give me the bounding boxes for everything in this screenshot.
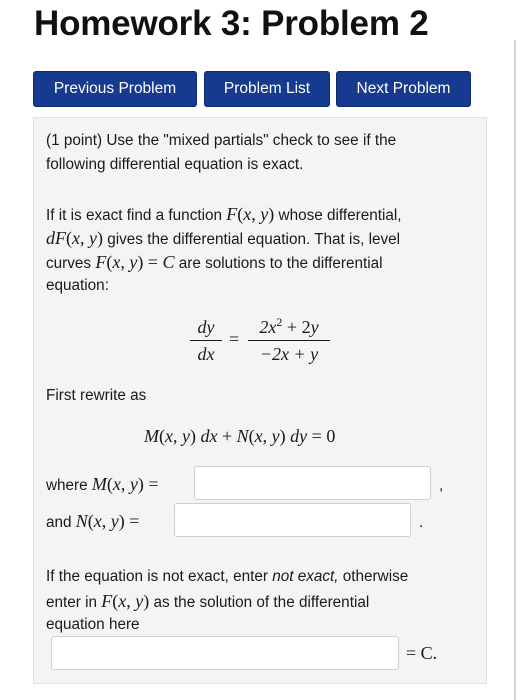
lhs-denominator: dx <box>197 344 215 364</box>
instruction-line-4: equation: <box>46 277 109 294</box>
math-x: x <box>243 204 252 224</box>
last-text: If the equation is not exact, enter <box>46 568 273 585</box>
next-problem-button[interactable]: Next Problem <box>336 71 471 107</box>
n-period: . <box>419 514 424 531</box>
math-F: F <box>95 252 107 272</box>
instruction-text: whose differential, <box>274 207 402 224</box>
math-y: y <box>129 474 138 494</box>
math-comma: , <box>251 204 261 224</box>
last-text: otherwise <box>338 568 409 585</box>
math-paren: ( <box>106 252 113 272</box>
math-comma: , <box>120 474 130 494</box>
math-paren: ( <box>112 591 119 611</box>
rhs-numerator: $2x^2 + 2y$ <box>259 315 319 337</box>
intro-line-2: following differential equation is exact. <box>46 156 304 173</box>
math-M: M <box>91 474 107 494</box>
last-text: as the solution of the differential <box>149 594 370 611</box>
problem-list-button[interactable]: Problem List <box>204 71 330 107</box>
previous-problem-button[interactable]: Previous Problem <box>33 71 197 107</box>
where-text: where <box>46 477 92 494</box>
fraction-bar <box>190 340 222 341</box>
last-line-3: equation here <box>46 616 140 633</box>
math-comma: , <box>101 511 111 531</box>
math-paren: ( <box>66 228 72 248</box>
not-exact-emphasis: not exact, <box>272 568 339 585</box>
n-label <box>46 509 139 535</box>
lhs-numerator: dy <box>197 317 215 337</box>
math-y: y <box>135 591 144 611</box>
math-C: C <box>162 252 175 272</box>
rhs-denominator: −2x + y <box>259 344 319 364</box>
fraction-bar <box>248 340 330 341</box>
f-input[interactable] <box>51 636 399 670</box>
math-y: y <box>89 228 97 248</box>
math-comma: , <box>80 228 89 248</box>
math-F: F <box>101 591 113 611</box>
math-paren: ) <box>143 591 150 611</box>
and-text: and <box>46 514 76 531</box>
math-dF: dF <box>46 228 66 248</box>
m-label <box>46 472 159 498</box>
first-rewrite-label: First rewrite as <box>46 387 147 404</box>
math-y: y <box>110 511 119 531</box>
math-paren: ) = <box>137 252 163 272</box>
instruction-text: If it is exact find a function <box>46 207 227 224</box>
m-comma: , <box>439 477 444 494</box>
instruction-text: are solutions to the differential <box>174 255 383 272</box>
page-title: Homework 3: Problem 2 <box>34 4 429 43</box>
math-y: y <box>260 204 269 224</box>
math-x: x <box>112 474 121 494</box>
math-paren: ) <box>97 228 103 248</box>
math-paren: ( <box>87 511 94 531</box>
rhs-fraction <box>248 316 330 365</box>
math-comma: , <box>120 252 130 272</box>
math-paren: ) = <box>118 511 140 531</box>
equation-equals: = <box>229 329 240 349</box>
scrollbar-edge <box>514 40 516 700</box>
last-line-2 <box>46 589 369 615</box>
equals-c-label: = C. <box>406 643 438 663</box>
math-x: x <box>93 511 102 531</box>
last-line-1 <box>46 565 408 589</box>
rewritten-equation: M(x, y) dx + N(x, y) dy = 0 <box>144 426 336 446</box>
math-paren: ) <box>268 204 275 224</box>
math-comma: , <box>126 591 136 611</box>
instruction-text: gives the differential equation. That is, level <box>103 231 401 248</box>
math-paren: ( <box>106 474 113 494</box>
math-F: F <box>226 204 238 224</box>
m-input[interactable] <box>194 466 431 500</box>
instruction-line-3 <box>46 250 383 276</box>
math-N: N <box>75 511 88 531</box>
instruction-line-2 <box>46 226 400 252</box>
instruction-text: curves <box>46 255 96 272</box>
lhs-fraction <box>190 316 222 365</box>
last-text: enter in <box>46 594 102 611</box>
math-x: x <box>72 228 80 248</box>
math-x: x <box>112 252 121 272</box>
math-x: x <box>118 591 127 611</box>
math-paren: ) = <box>137 474 159 494</box>
intro-line-1: (1 point) Use the "mixed partials" check to see if the <box>46 132 397 149</box>
n-input[interactable] <box>174 503 411 537</box>
problem-card <box>33 117 487 684</box>
instruction-line-1 <box>46 202 402 228</box>
math-paren: ( <box>237 204 244 224</box>
math-y: y <box>129 252 138 272</box>
